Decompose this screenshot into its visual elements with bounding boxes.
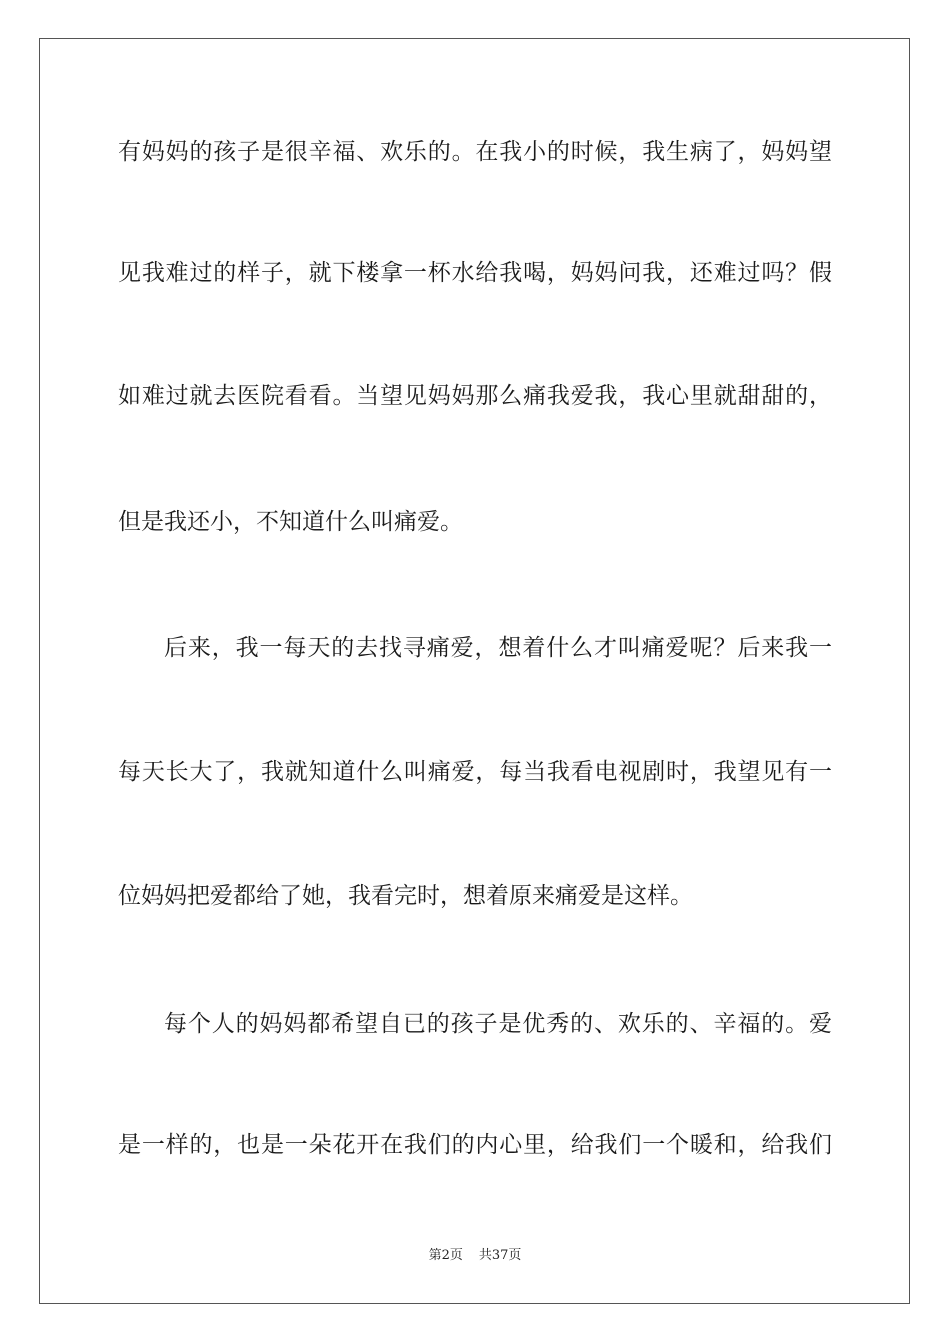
paragraph-first-line: 每个人的妈妈都希望自已的孩子是优秀的、欢乐的、辛福的。爱 [164,1011,832,1037]
text-line: 有妈妈的孩子是很辛福、欢乐的。在我小的时候，我生病了，妈妈望 [118,139,832,165]
text-line: 如难过就去医院看看。当望见妈妈那么痛我爱我，我心里就甜甜的， [118,383,832,409]
text-line: 位妈妈把爱都给了她，我看完时，想着原来痛爱是这样。 [118,883,693,909]
text-line: 见我难过的样子，就下楼拿一杯水给我喝，妈妈问我，还难过吗？假 [118,260,832,286]
text-line: 每天长大了，我就知道什么叫痛爱，每当我看电视剧时，我望见有一 [118,759,832,785]
page-footer [0,1248,950,1264]
text-line: 是一样的，也是一朵花开在我们的内心里，给我们一个暖和，给我们 [118,1132,832,1158]
text-line: 但是我还小，不知道什么叫痛爱。 [118,509,463,535]
page-number: 第2页 [428,1248,463,1263]
paragraph-first-line: 后来，我一每天的去找寻痛爱，想着什么才叫痛爱呢？后来我一 [164,635,832,661]
page-total: 共37页 [478,1248,522,1263]
page-border [39,38,910,1304]
